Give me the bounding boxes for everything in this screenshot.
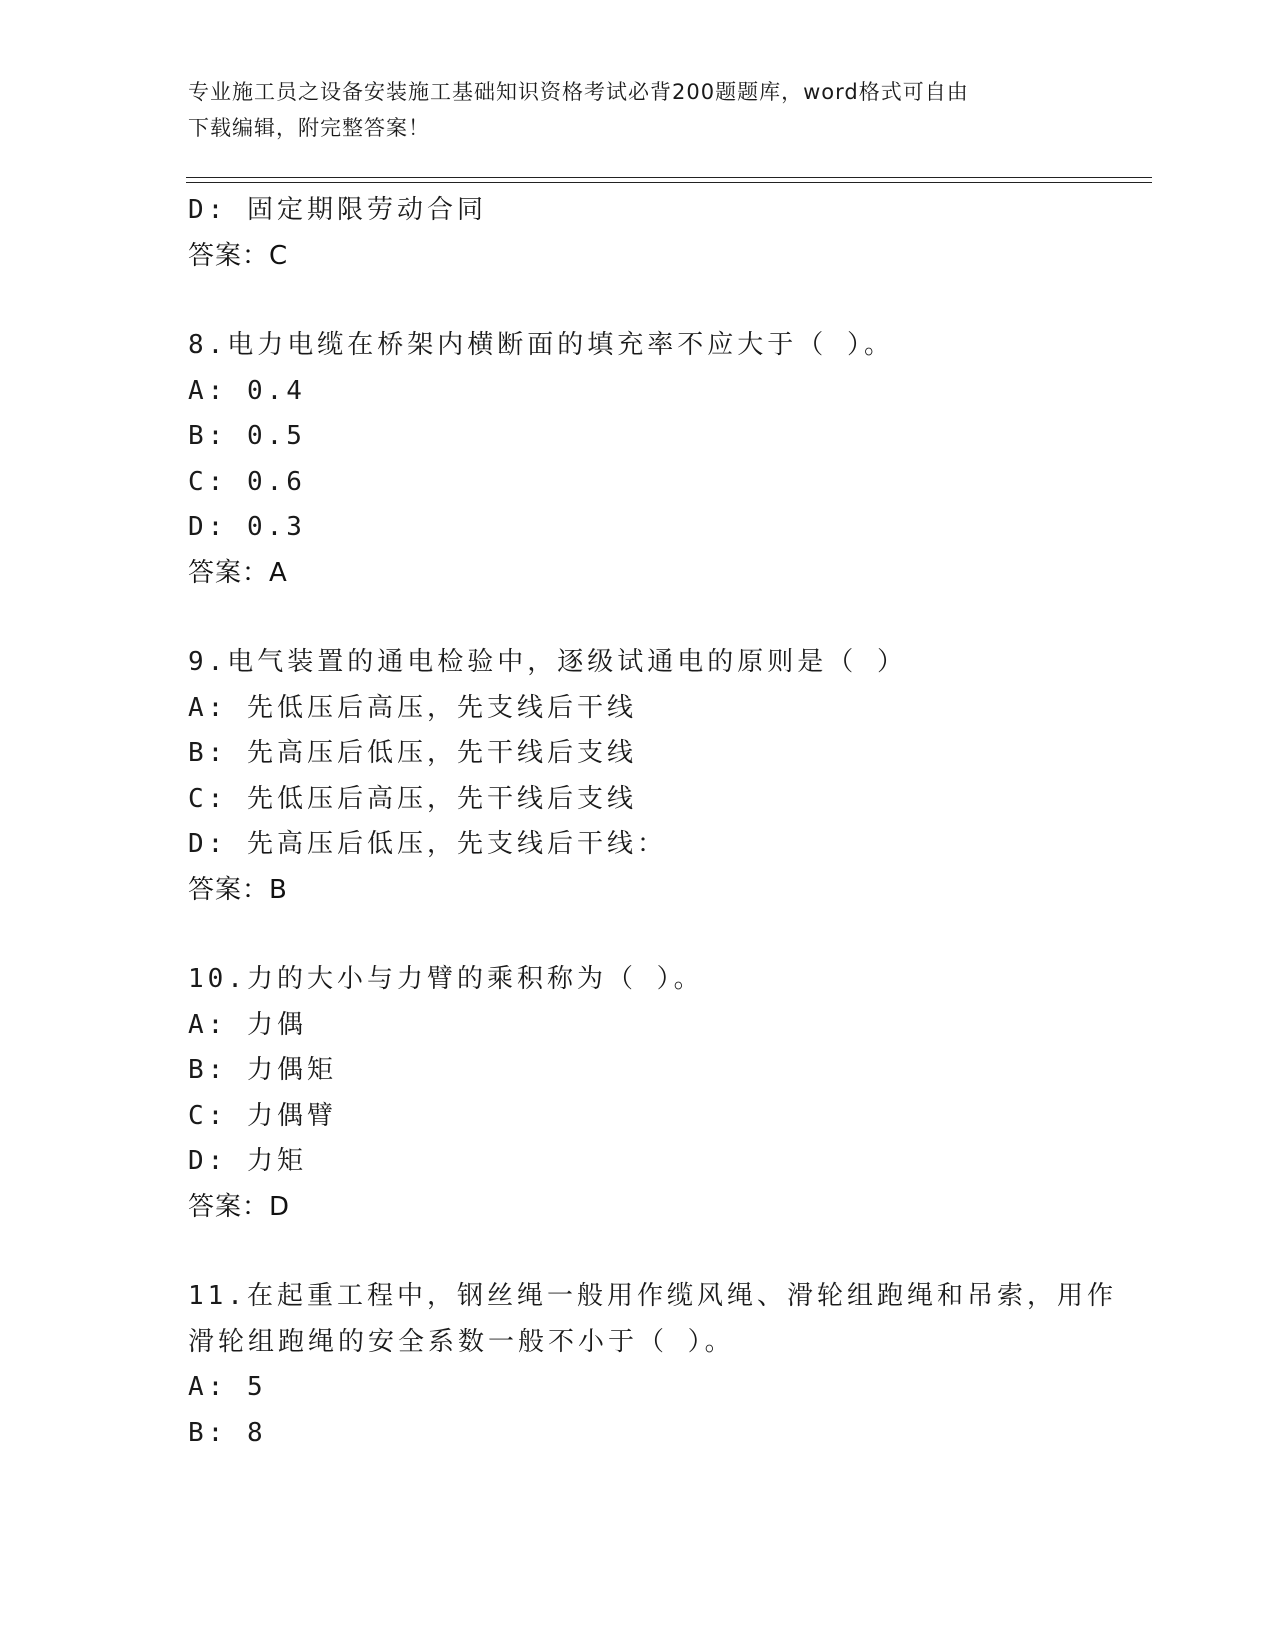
answer-line: 答案：C bbox=[188, 240, 289, 271]
option-d: D: 0.3 bbox=[188, 512, 306, 542]
option-d: D: 先高压后低压，先支线后干线： bbox=[188, 829, 667, 859]
option-c: C: 0.6 bbox=[188, 466, 306, 497]
option-c: C: 力偶臂 bbox=[188, 1100, 337, 1131]
question-text-line-2: 滑轮组跑绳的安全系数一般不小于（ ）。 bbox=[188, 1326, 735, 1357]
question-text: 9.电气装置的通电检验中，逐级试通电的原则是（ ） bbox=[188, 647, 907, 677]
header-divider-bottom bbox=[186, 182, 1152, 183]
header-divider-top bbox=[186, 177, 1152, 178]
option-d: D: 力矩 bbox=[188, 1146, 307, 1176]
question-text-line-1: 11.在起重工程中，钢丝绳一般用作缆风绳、滑轮组跑绳和吊索，用作 bbox=[188, 1281, 1117, 1311]
question-content bbox=[188, 188, 1117, 1456]
option-a: A: 5 bbox=[188, 1372, 267, 1402]
block-gap bbox=[188, 913, 1088, 957]
answer-line: 答案：A bbox=[188, 557, 288, 588]
option-c: C: 先低压后高压，先干线后支线 bbox=[188, 783, 637, 814]
document-header bbox=[188, 74, 1068, 146]
option-d: D: 固定期限劳动合同 bbox=[188, 195, 487, 225]
question-block-11 bbox=[188, 1274, 1117, 1456]
question-block-10 bbox=[188, 957, 1088, 1230]
header-line-1: 专业施工员之设备安装施工基础知识资格考试必背200题题库，word格式可自由 bbox=[188, 80, 969, 104]
block-gap bbox=[188, 596, 1088, 640]
option-b: B: 力偶矩 bbox=[188, 1055, 337, 1085]
option-a: A: 力偶 bbox=[188, 1009, 307, 1040]
question-block-prev bbox=[188, 188, 1088, 279]
option-a: A: 先低压后高压，先支线后干线 bbox=[188, 692, 637, 723]
question-block-8 bbox=[188, 323, 1088, 596]
option-b: B: 先高压后低压，先干线后支线 bbox=[188, 738, 637, 768]
block-gap bbox=[188, 279, 1088, 323]
answer-line: 答案：D bbox=[188, 1191, 291, 1222]
header-line-2: 下载编辑，附完整答案！ bbox=[188, 116, 430, 140]
option-b: B: 8 bbox=[188, 1417, 267, 1448]
answer-line: 答案：B bbox=[188, 874, 288, 905]
option-b: B: 0.5 bbox=[188, 421, 306, 451]
block-gap bbox=[188, 1230, 1088, 1274]
question-text: 8.电力电缆在桥架内横断面的填充率不应大于（ ）。 bbox=[188, 330, 894, 360]
option-a: A: 0.4 bbox=[188, 375, 306, 406]
question-text: 10.力的大小与力臂的乘积称为（ ）。 bbox=[188, 964, 704, 994]
question-block-9 bbox=[188, 640, 1088, 913]
